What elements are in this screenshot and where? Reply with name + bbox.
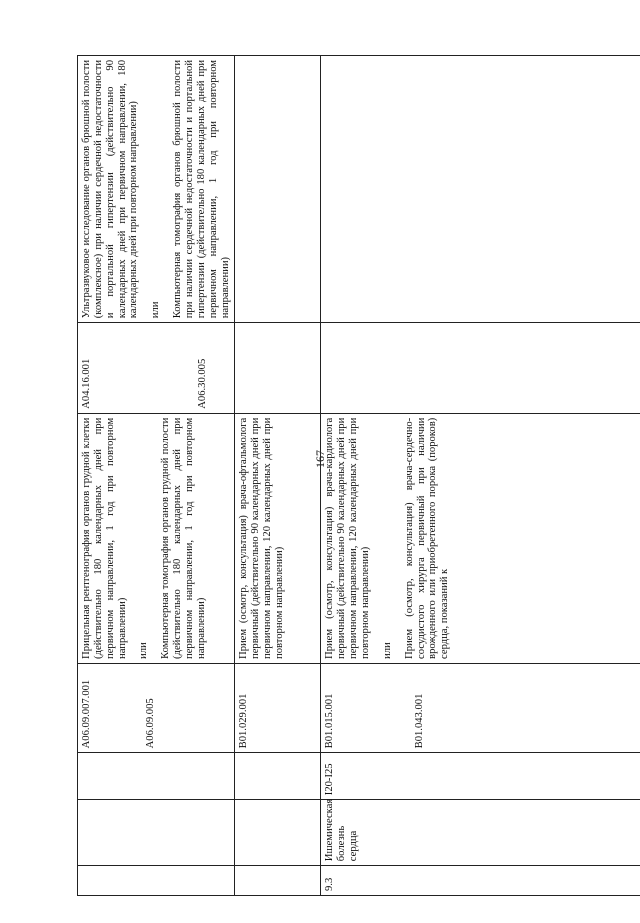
service-code: A06.09.005: [144, 698, 156, 749]
service-code: B01.043.001: [414, 693, 426, 749]
service-name: Компьютерная томография органов брюшной полости при наличии сердечной недостаточности и портальной гипертензии (действительно 180 календарных дней при первичном направлении, 1 год при повторном направлении): [172, 60, 231, 319]
row-number-cell: 9.3: [321, 866, 640, 896]
service-name: Прием (осмотр, консультация) врача-сердечно-сосудистого хирурга первичный при наличии врожденного или приобретенного порока (пороков) сердца, показаний к: [403, 417, 451, 659]
or-separator: или: [381, 642, 393, 659]
disease-cell: [78, 800, 235, 866]
service-code: B01.015.001: [324, 693, 336, 749]
service-name: Прием (осмотр, консультация) врача-кардиолога первичный (действительно 90 календарных дней при первичном направлении, 120 календарных дней при повторном направлении): [324, 417, 372, 659]
service-code-cell: [321, 663, 640, 752]
service-code-cell: [78, 323, 235, 413]
service-code: A04.16.001: [81, 358, 92, 409]
service-name-cell: [321, 413, 640, 663]
table-row: [235, 56, 321, 896]
icd-code-cell: [235, 753, 321, 800]
page-number: 167: [313, 450, 327, 468]
service-code: A06.30.005: [196, 358, 208, 409]
service-name-cell: [321, 56, 640, 323]
service-name: Компьютерная томография органов грудной полости (действительно 180 календарных дней при первичном направлении, 1 год при повторном направлении): [160, 417, 207, 659]
row-number-cell: [78, 866, 235, 896]
service-name-cell: Прием (осмотр, консультация) врача-офтальмолога первичный (действительно 90 календарных дней при первичном направлении, 120 календарных дней при повторном направлении): [235, 413, 321, 663]
service-code-cell: [78, 663, 235, 752]
disease-cell: Ишемическая болезнь сердца: [321, 800, 640, 866]
table-container: [77, 55, 612, 896]
icd-code-cell: I20-I25: [321, 753, 640, 800]
service-name: Прицельная рентгенография органов грудной клетки (действительно 180 календарных дней при первичном направлении, 1 год при повторном направлении): [81, 417, 128, 659]
table-row: [321, 56, 640, 896]
service-name-cell: [78, 413, 235, 663]
rotated-table-frame: [77, 55, 612, 896]
service-code-cell: [321, 323, 640, 413]
row-number-cell: [235, 866, 321, 896]
service-code-cell: [235, 323, 321, 413]
service-code-cell: B01.029.001: [235, 663, 321, 752]
service-name: Ультразвуковое исследование органов брюшной полости (комплексное) при наличии сердечной недостаточности и портальной гипертензии (действительно 90 календарных дней при первичном направлении, 180 календарных дней при повторном направлении): [81, 60, 140, 319]
medical-services-table: [77, 55, 640, 896]
disease-cell: [235, 800, 321, 866]
service-name-cell: [78, 56, 235, 323]
or-separator: или: [138, 642, 150, 659]
table-row: [78, 56, 235, 896]
icd-code-cell: [78, 753, 235, 800]
or-separator: или: [150, 301, 162, 319]
service-code: A06.09.007.001: [81, 679, 92, 749]
service-name-cell: [235, 56, 321, 323]
